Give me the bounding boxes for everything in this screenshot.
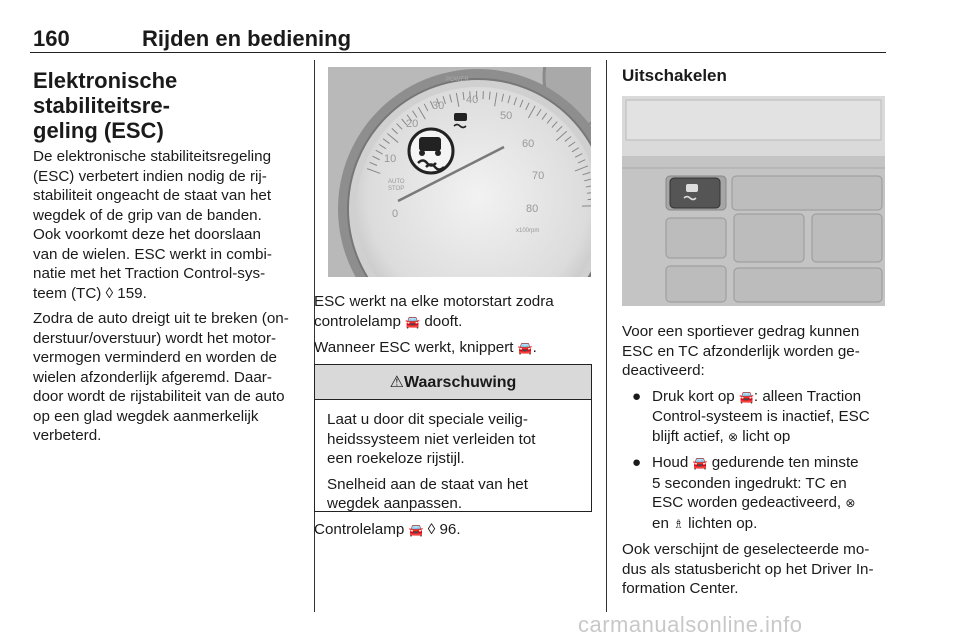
list-item (622, 453, 890, 534)
gauge-label-80: 80 (526, 203, 539, 215)
text-line: formation Center. (622, 580, 739, 597)
text-line: een roekeloze rijstijl. (327, 450, 465, 467)
text-line: vermogen verminderd en worden de (33, 349, 277, 366)
text-line: Ook voorkomt deze het doorslaan (33, 226, 261, 243)
esc-off-icon: 🚘 (738, 389, 754, 404)
bullet-dot: ● (632, 387, 642, 405)
text-fragment: Houd (652, 454, 693, 471)
text-line: wielen afzonderlijk afgeremd. Daar- (33, 368, 272, 386)
esc-off-icon: 🚘 (692, 456, 708, 470)
column-2-footer (314, 520, 594, 547)
gauge-stop-label: STOP (388, 186, 405, 192)
text-fragment: dooft. (420, 312, 463, 330)
text-line: heidssysteem niet verleiden tot (327, 430, 536, 448)
text-fragment: blijft actief, (652, 427, 728, 445)
esc-lamp-icon: 🚘 (408, 523, 424, 537)
esc-lamp-icon: 🚘 (405, 314, 421, 329)
text-fragment: gedurende ten minste (707, 454, 859, 471)
chapter-title: Rijden en bediening (142, 26, 352, 51)
paragraph (622, 322, 890, 381)
tc-off-icon: ⊗ (727, 429, 739, 444)
gauge-label-0: 0 (392, 208, 399, 220)
paragraph (314, 520, 594, 541)
gauge-label-40: 40 (466, 94, 479, 106)
column-3-text (622, 322, 890, 605)
gauge-auto-label: AUTO (388, 179, 405, 185)
column-3 (622, 66, 888, 86)
page-header (30, 26, 886, 52)
gauge-label-50: 50 (500, 110, 513, 122)
text-line: (ESC) verbetert indien nodig de rij- (33, 167, 267, 185)
section-heading-line: Elektronische stabiliteitsre- (33, 68, 178, 118)
text-line: Laat u door dit speciale veilig- (327, 411, 528, 428)
text-line: natie met het Traction Control-sys- (33, 265, 266, 282)
list-item (622, 387, 890, 448)
text-fragment: : alleen Traction (753, 387, 862, 405)
text-fragment: ESC worden gedeactiveerd, (652, 494, 846, 511)
gauge-power-label: POWER (446, 77, 469, 83)
text-line: ESC en TC afzonderlijk worden ge- (622, 342, 860, 360)
gauge-label-10: 10 (384, 153, 397, 165)
header-rule (30, 52, 886, 53)
text-line: stabiliteit ongeacht de staat van het (33, 187, 272, 204)
paragraph (314, 292, 594, 332)
text-line: verbeterd. (33, 427, 102, 444)
warning-header (315, 365, 591, 400)
esc-lamp-icon: 🚘 (517, 341, 533, 355)
paragraph (33, 147, 305, 303)
text-line: 5 seconden ingedrukt: TC en (652, 474, 847, 492)
text-fragment: ◊ 96. (423, 521, 461, 538)
text-fragment: Controlelamp (314, 521, 409, 538)
text-line: ESC werkt na elke motorstart zodra (314, 293, 554, 310)
page-number: 160 (33, 26, 70, 51)
esc-off-button[interactable] (670, 178, 720, 208)
text-fragment: en (652, 514, 674, 532)
text-fragment: licht op (738, 427, 791, 445)
text-line: wegdek of de grip van de banden. (33, 206, 262, 224)
text-line: Ook verschijnt de geselecteerde mo- (622, 541, 870, 558)
esc-off-warning-icon: ♗ (673, 516, 684, 531)
center-console-illustration (622, 96, 885, 306)
gauge-label-60: 60 (522, 138, 535, 150)
paragraph (314, 338, 594, 359)
text-line: op een glad wegdek aanmerkelijk (33, 407, 259, 425)
tc-off-icon: ⊗ (845, 496, 856, 510)
instrument-cluster-illustration (328, 67, 591, 277)
subsection-heading: Uitschakelen (622, 66, 727, 85)
text-line: De elektronische stabiliteitsregeling (33, 148, 272, 165)
text-line: deactiveerd: (622, 362, 705, 379)
paragraph (33, 309, 305, 446)
section-heading-line: geling (ESC) (33, 118, 164, 143)
section-heading (33, 68, 305, 143)
text-line: dus als statusbericht op het Driver In- (622, 560, 874, 578)
text-line: Zodra de auto dreigt uit te breken (on- (33, 310, 289, 327)
paragraph (327, 475, 579, 514)
text-fragment: lichten op. (683, 514, 758, 532)
esc-lamp-icon (409, 129, 453, 173)
column-divider-2 (606, 60, 607, 612)
text-fragment: . (532, 339, 537, 356)
text-line: Snelheid aan de staat van het (327, 475, 528, 493)
text-line: teem (TC) ◊ 159. (33, 284, 147, 302)
column-1 (33, 68, 305, 452)
text-fragment: controlelamp (314, 312, 406, 330)
column-2 (314, 292, 594, 365)
gauge-label-30: 30 (432, 100, 445, 112)
warning-triangle-icon: ⚠ (389, 372, 405, 391)
text-line: Control-systeem is inactief, ESC (652, 408, 870, 425)
warning-box (314, 364, 592, 512)
text-line: wegdek aanpassen. (327, 495, 463, 512)
text-line: derstuur/overstuur) wordt het motor- (33, 329, 277, 347)
paragraph (327, 410, 579, 469)
gauge-label-70: 70 (532, 170, 545, 182)
paragraph (622, 540, 890, 599)
bullet-dot: ● (632, 454, 642, 471)
watermark: carmanualsonline.info (578, 612, 803, 637)
text-fragment: Druk kort op (652, 387, 739, 405)
gauge-label-20: 20 (406, 118, 419, 130)
gauge-unit-label: x100rpm (516, 228, 540, 234)
text-fragment: Wanneer ESC werkt, knippert (314, 339, 518, 356)
text-line: Voor een sportiever gedrag kunnen (622, 323, 860, 340)
warning-body (315, 400, 591, 514)
warning-title: Waarschuwing (404, 374, 517, 391)
text-line: van de wielen. ESC werkt in combi- (33, 245, 272, 263)
text-line: door wordt de rijstabiliteit van de auto (33, 388, 285, 405)
bullet-list (622, 387, 890, 535)
